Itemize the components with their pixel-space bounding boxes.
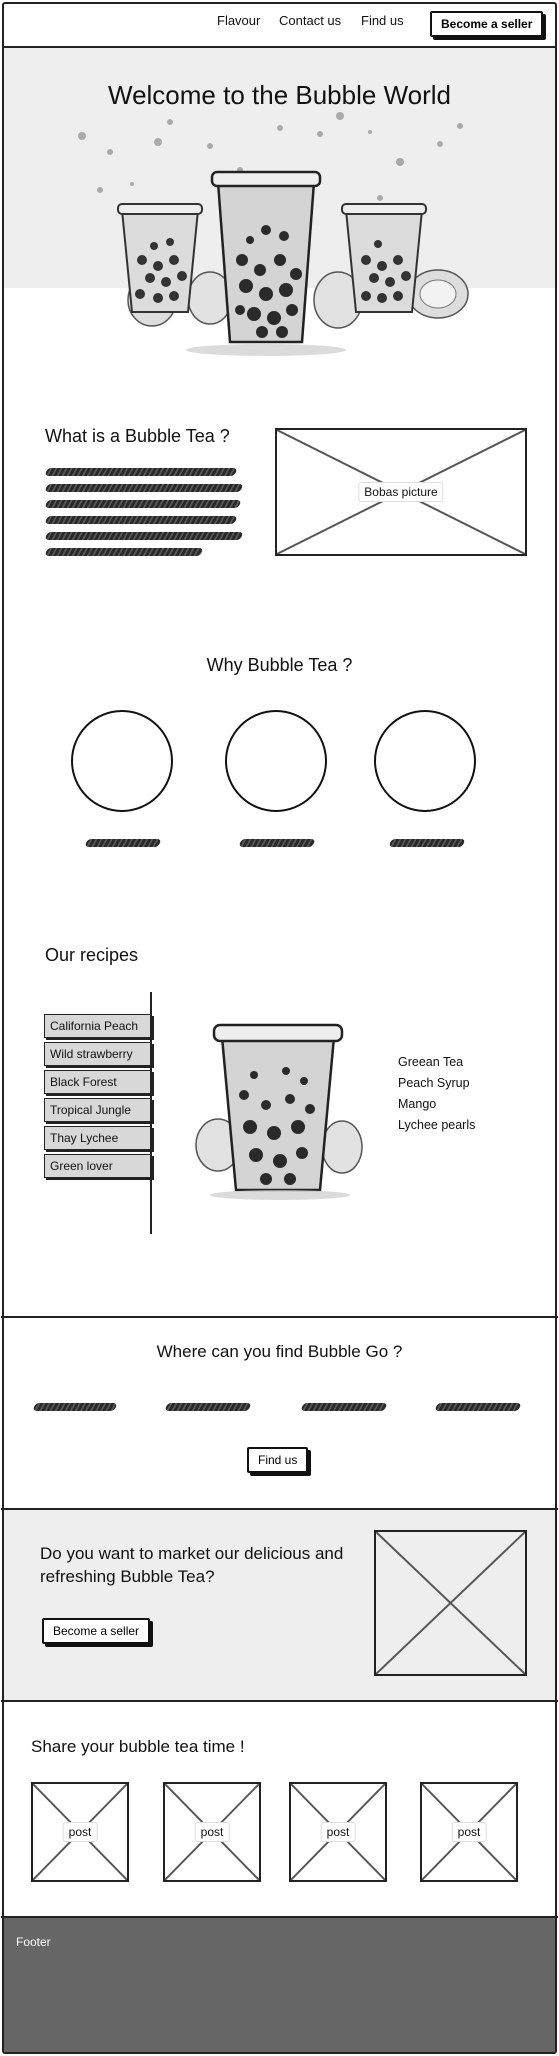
market-image-placeholder	[374, 1530, 527, 1676]
post-2[interactable]	[163, 1782, 261, 1882]
hero-title: Welcome to the Bubble World	[108, 80, 451, 110]
nav-link-contact[interactable]: Contact us	[279, 13, 342, 28]
post-1-label: post	[63, 1822, 98, 1842]
where-heading: Where can you find Bubble Go ?	[156, 1342, 403, 1361]
where-section-top-border	[1, 1316, 558, 1318]
market-text: Do you want to market our delicious and refreshing Bubble Tea?	[40, 1544, 344, 1586]
post-3[interactable]	[289, 1782, 387, 1882]
nav-link-flavour[interactable]: Flavour	[217, 13, 261, 28]
ingredient-3: Mango	[398, 1097, 437, 1111]
why-reason-3-image	[374, 710, 476, 812]
find-us-button[interactable]: Find us	[247, 1447, 308, 1473]
ingredient-1: Greean Tea	[398, 1055, 464, 1069]
recipe-tab-black-forest[interactable]: Black Forest	[44, 1070, 152, 1094]
recipe-tab-wild-strawberry[interactable]: Wild strawberry	[44, 1042, 152, 1066]
become-seller-market-button[interactable]: Become a seller	[42, 1618, 150, 1644]
location-2-scribble	[165, 1403, 252, 1411]
become-seller-nav-button[interactable]: Become a seller	[430, 11, 543, 37]
post-2-label: post	[195, 1822, 230, 1842]
location-4-scribble	[435, 1403, 522, 1411]
bobas-image-placeholder	[275, 428, 527, 556]
post-1[interactable]	[31, 1782, 129, 1882]
recipes-divider	[150, 992, 152, 1234]
recipe-tab-thay-lychee[interactable]: Thay Lychee	[44, 1126, 152, 1150]
bubble-tea-cup-illustration	[70, 110, 490, 360]
nav-link-find-us[interactable]: Find us	[361, 13, 404, 28]
post-3-label: post	[321, 1822, 356, 1842]
why-reason-3-caption	[389, 839, 466, 847]
share-section-top-border	[1, 1700, 558, 1702]
footer-label: Footer	[16, 1935, 51, 1949]
post-4-label: post	[452, 1822, 487, 1842]
footer	[4, 1918, 555, 2052]
why-reason-1-caption	[85, 839, 162, 847]
post-4[interactable]	[420, 1782, 518, 1882]
what-is-heading: What is a Bubble Tea ?	[45, 426, 230, 446]
why-reason-1-image	[71, 710, 173, 812]
bobas-image-label: Bobas picture	[358, 482, 443, 502]
share-heading: Share your bubble tea time !	[31, 1737, 245, 1756]
location-3-scribble	[301, 1403, 388, 1411]
location-1-scribble	[33, 1403, 118, 1411]
why-heading: Why Bubble Tea ?	[206, 655, 353, 675]
why-reason-2-caption	[239, 839, 316, 847]
ingredient-4: Lychee pearls	[398, 1118, 476, 1132]
why-reason-2-image	[225, 710, 327, 812]
recipe-tab-tropical-jungle[interactable]: Tropical Jungle	[44, 1098, 152, 1122]
ingredient-2: Peach Syrup	[398, 1076, 470, 1090]
recipes-heading: Our recipes	[45, 945, 139, 965]
recipe-tab-green-lover[interactable]: Green lover	[44, 1154, 152, 1178]
recipe-tab-california-peach[interactable]: California Peach	[44, 1014, 152, 1038]
recipe-cup-illustration	[194, 1015, 364, 1200]
